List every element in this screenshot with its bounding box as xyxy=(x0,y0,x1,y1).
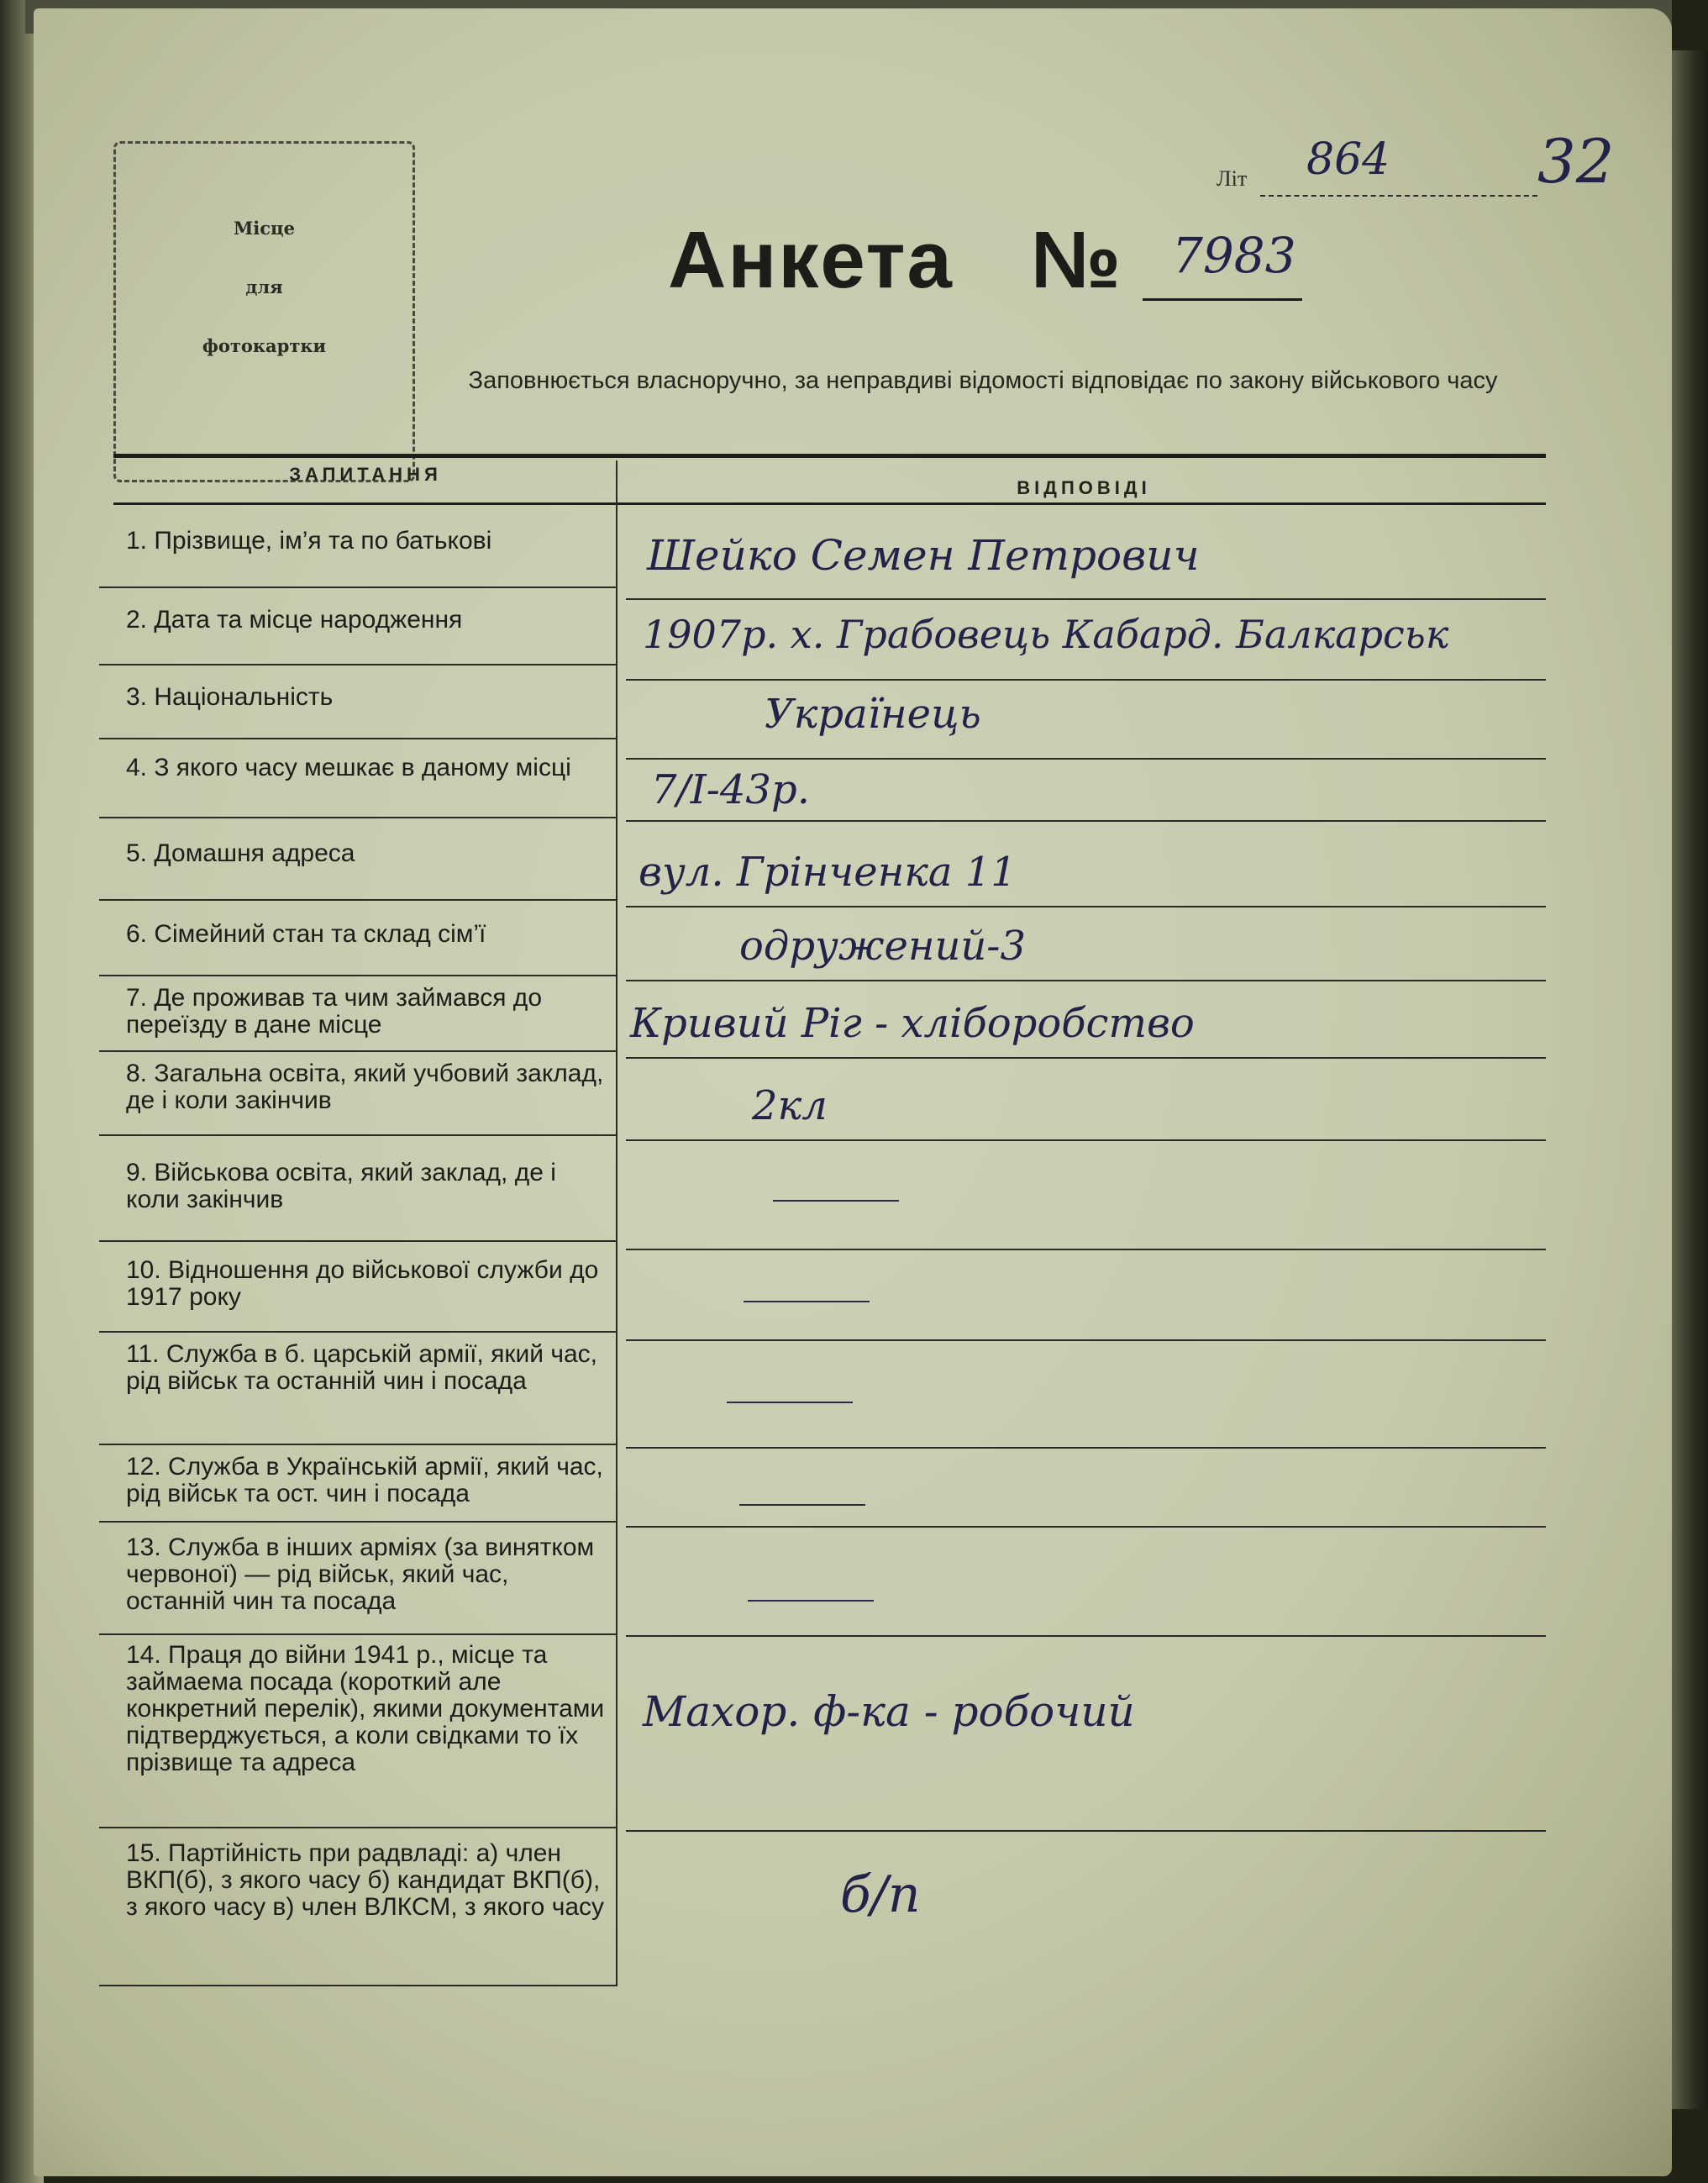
form-number: 7983 xyxy=(1172,227,1296,284)
table-top-rule xyxy=(113,454,1546,458)
empty-answer-dash xyxy=(727,1402,853,1403)
form-instructions: Заповнюється власноручно, за неправдиві відомості відповідає по закону військового часу xyxy=(468,367,1498,394)
answer-5: вул. Грінченка 11 xyxy=(639,849,1017,896)
column-header-questions: ЗАПИТАННЯ xyxy=(289,464,442,485)
answer-line xyxy=(626,1139,1546,1141)
row-separator xyxy=(99,664,616,665)
row-separator xyxy=(99,587,616,588)
column-divider xyxy=(616,460,618,1986)
question-12: 12. Служба в Українській армії, який час, рід військ та ост. чин і посада xyxy=(126,1453,603,1507)
answer-line xyxy=(626,980,1546,981)
row-separator xyxy=(99,1827,616,1828)
question-15: 15. Партійність при радвладі: а) член ВКП(б), з якого часу б) кандидат ВКП(б), з якого часу в) член ВЛКСМ, з якого часу xyxy=(126,1839,605,1921)
answer-7: Кривий Ріг - хліборобство xyxy=(630,1000,1195,1047)
row-separator xyxy=(99,975,616,976)
answer-4: 7/І-43р. xyxy=(651,766,810,813)
empty-answer-dash xyxy=(739,1504,865,1506)
answer-line xyxy=(626,1057,1546,1059)
answer-line xyxy=(626,758,1546,760)
answer-line xyxy=(626,820,1546,822)
question-6: 6. Сімейний стан та склад сім’ї xyxy=(126,920,486,948)
question-13: 13. Служба в інших арміях (за винятком червоної) — рід військ, який час, останній чин та посада xyxy=(126,1533,595,1615)
empty-answer-dash xyxy=(748,1600,874,1602)
answer-line xyxy=(626,1526,1546,1528)
form-title: Анкета xyxy=(668,215,954,305)
answer-line xyxy=(626,1635,1546,1637)
answer-1: Шейко Семен Петрович xyxy=(647,531,1200,580)
row-separator xyxy=(99,899,616,901)
question-1: 1. Прізвище, ім’я та по батькові xyxy=(126,527,492,555)
answer-line xyxy=(626,1339,1546,1341)
photo-label-line-1: Місце xyxy=(234,218,295,239)
question-8: 8. Загальна освіта, який учбовий заклад, де і коли закінчив xyxy=(126,1060,604,1114)
answer-line xyxy=(626,906,1546,907)
answer-line xyxy=(626,1447,1546,1449)
question-3: 3. Національність xyxy=(126,683,334,711)
row-separator xyxy=(99,1521,616,1523)
row-separator xyxy=(99,1444,616,1445)
answer-3: Українець xyxy=(765,691,981,738)
question-11: 11. Служба в б. царській армії, який час, рід військ та останній чин і посада xyxy=(126,1340,597,1395)
question-10: 10. Відношення до військової служби до 1917 року xyxy=(126,1256,599,1311)
photo-label-line-3: фотокартки xyxy=(202,335,327,356)
answer-6: одружений-3 xyxy=(739,923,1027,970)
photo-label-line-2: для xyxy=(245,276,283,297)
photo-placeholder xyxy=(113,141,415,482)
empty-answer-dash xyxy=(744,1301,870,1302)
row-separator xyxy=(99,1331,616,1333)
lit-underline xyxy=(1260,195,1537,197)
row-separator xyxy=(99,817,616,818)
answer-line xyxy=(626,1249,1546,1250)
row-separator xyxy=(99,1240,616,1242)
row-separator xyxy=(99,1985,616,1986)
question-7: 7. Де проживав та чим займався до переїзду в дане місце xyxy=(126,984,542,1039)
empty-answer-dash xyxy=(773,1200,899,1202)
question-2: 2. Дата та місце народження xyxy=(126,606,463,634)
table-header-rule xyxy=(113,502,1546,505)
answer-14: Махор. ф-ка - робочий xyxy=(643,1687,1135,1736)
question-14: 14. Праця до війни 1941 р., місце та займаема посада (короткий але конкретний перелік), якими документами підтверджується, а коли свідками то їх прізвище та адреса xyxy=(126,1641,605,1776)
number-sign: № xyxy=(1031,215,1122,305)
column-header-answers: ВІДПОВІДІ xyxy=(1017,477,1151,498)
page-number: 32 xyxy=(1537,126,1615,197)
lit-value: 864 xyxy=(1306,134,1390,185)
answer-8: 2кл xyxy=(752,1082,828,1129)
answer-line xyxy=(626,598,1546,600)
row-separator xyxy=(99,1134,616,1136)
row-separator xyxy=(99,1050,616,1052)
row-separator xyxy=(99,1633,616,1635)
answer-2: 1907р. х. Грабовець Кабард. Балкарськ xyxy=(643,612,1449,657)
question-5: 5. Домашня адреса xyxy=(126,839,355,867)
answer-line xyxy=(626,1830,1546,1832)
question-4: 4. З якого часу мешкає в даному місці xyxy=(126,754,571,781)
question-9: 9. Військова освіта, який заклад, де і коли закінчив xyxy=(126,1159,556,1213)
row-separator xyxy=(99,738,616,739)
answer-line xyxy=(626,679,1546,681)
answer-15: б/п xyxy=(840,1865,921,1924)
lit-label: Літ xyxy=(1217,166,1248,191)
form-number-underline xyxy=(1143,298,1302,301)
